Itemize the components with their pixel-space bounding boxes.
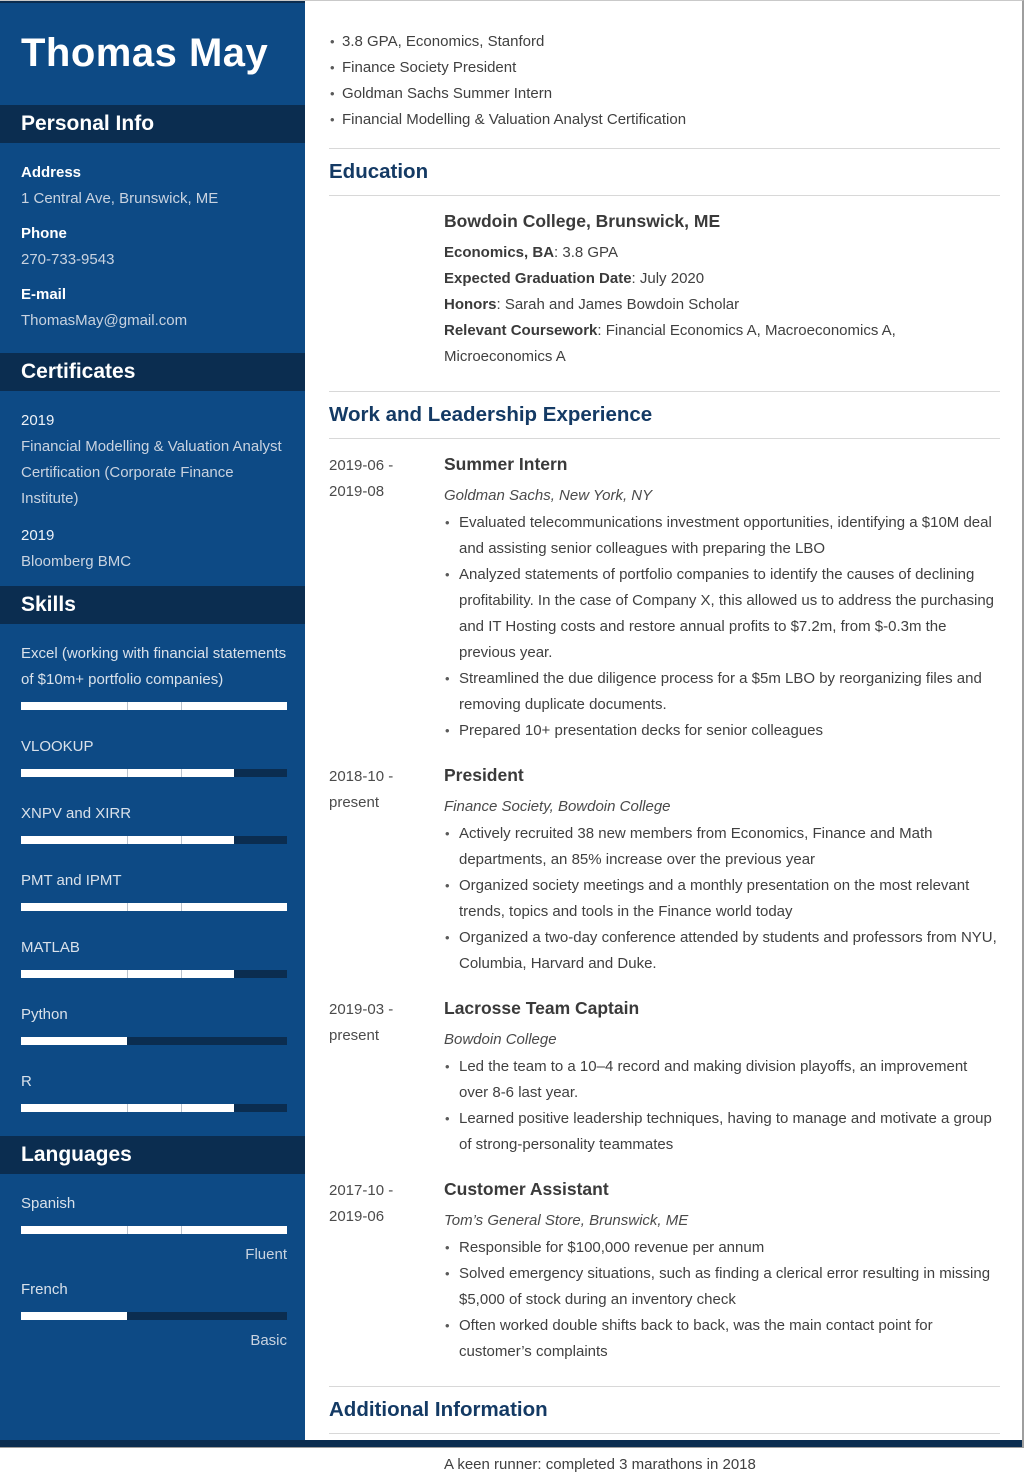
additional-dates [329,1448,444,1478]
experience-dates: 2019-03 - present [329,1001,394,1044]
divider [329,1386,1000,1387]
address-value: 1 Central Ave, Brunswick, ME [21,190,219,207]
certificate-year: 2019 [21,527,55,544]
skill-name: VLOOKUP [21,738,94,755]
education-detail: Honors: Sarah and James Bowdoin Scholar [444,296,740,313]
skill-level-bar [21,903,287,911]
personal-info-title: Personal Info [21,112,155,135]
skill-level-bar [21,1037,287,1045]
personal-info-content [0,143,305,334]
experience-dates: 2019-06 - 2019-08 [329,457,394,500]
personal-info-section-header [0,105,305,143]
skills-title: Skills [21,593,76,616]
skill-item [21,734,287,777]
sidebar [0,1,305,1447]
additional-text: A keen runner: completed 3 marathons in 2018 [444,1456,756,1473]
company-name: Bowdoin College [444,1031,557,1048]
skill-level-bar [21,702,287,710]
languages-section-header [0,1136,305,1174]
languages-title: Languages [21,1143,132,1166]
skill-name: PMT and IPMT [21,872,122,889]
additional-entry [329,1448,1000,1478]
language-level-bar [21,1312,287,1320]
experience-bullet: • Actively recruited 38 new members from Economics, Finance and Math departments, an 85% increase over the previous year [444,821,1000,873]
experience-dates: 2018-10 - present [329,768,394,811]
address-label: Address [21,164,82,181]
company-name: Goldman Sachs, New York, NY [444,487,653,504]
experience-entry [329,1178,1000,1371]
skill-level-bar [21,836,287,844]
experience-bullet: • Solved emergency situations, such as finding a clerical error resulting in missing $5,000 of stock during an inventory check [444,1261,1000,1313]
experience-dates: 2017-10 - 2019-06 [329,1182,394,1225]
skills-section-header [0,586,305,624]
divider [329,391,1000,392]
summary-bullet: • Goldman Sachs Summer Intern [329,81,1000,107]
education-heading: Education [329,160,429,183]
skill-item [21,868,287,911]
experience-bullet: • Led the team to a 10–4 record and making division playoffs, an improvement over 8-6 last year. [444,1054,1000,1106]
experience-bullet: • Prepared 10+ presentation decks for senior colleagues [444,718,1000,744]
language-name: Spanish [21,1195,76,1212]
certificates-title: Certificates [21,360,136,383]
divider [329,1433,1000,1434]
skill-name: MATLAB [21,939,80,956]
skill-name: XNPV and XIRR [21,805,132,822]
address-field [21,160,287,212]
experience-bullet: • Analyzed statements of portfolio companies to identify the causes of declining profitability. In the case of Company X, this allowed us to address the purchasing and IT Hosting costs and restore annual profits to $7.2m, from $-0.3m the previous year. [444,562,1000,666]
language-level-label: Basic [250,1332,287,1349]
skill-name: Excel (working with financial statements of $10m+ portfolio companies) [21,645,287,688]
job-title: Lacrosse Team Captain [444,998,640,1018]
phone-label: Phone [21,225,67,242]
certificates-section-header [0,353,305,391]
experience-bullet: • Responsible for $100,000 revenue per annum [444,1235,1000,1261]
language-item [21,1277,287,1354]
certificate-item [21,408,287,512]
job-title: President [444,765,524,785]
skill-item [21,935,287,978]
education-section-header [329,148,1000,196]
school-name: Bowdoin College, Brunswick, ME [444,211,721,231]
experience-bullet: • Often worked double shifts back to back, was the main contact point for customer’s complaints [444,1313,1000,1365]
main-column [305,1,1022,1478]
language-name: French [21,1281,68,1298]
company-name: Tom’s General Store, Brunswick, ME [444,1212,689,1229]
skill-level-bar [21,1104,287,1112]
language-level-label: Fluent [245,1246,287,1263]
summary-section [329,29,1000,133]
certificate-name: Financial Modelling & Valuation Analyst Certification (Corporate Finance Institute) [21,438,282,507]
certificate-item [21,523,287,575]
education-dates [329,210,444,376]
divider [329,438,1000,439]
experience-bullet: • Streamlined the due diligence process for a $5m LBO by reorganizing files and removing duplicate documents. [444,666,1000,718]
skill-level-bar [21,970,287,978]
additional-heading: Additional Information [329,1398,548,1421]
email-label: E-mail [21,286,67,303]
skill-item [21,641,287,710]
additional-section-header [329,1386,1000,1434]
skill-item [21,1002,287,1045]
email-field [21,282,287,334]
education-entry [329,210,1000,376]
person-name: Thomas May [21,31,269,75]
languages-content [0,1174,305,1354]
skill-name: R [21,1073,32,1090]
phone-field [21,221,287,273]
experience-section-header [329,391,1000,439]
phone-value: 270-733-9543 [21,251,115,268]
experience-bullet: • Learned positive leadership techniques, having to manage and motivate a group of strong-personality teammates [444,1106,1000,1158]
summary-bullet: • 3.8 GPA, Economics, Stanford [329,29,1000,55]
skill-item [21,1069,287,1112]
summary-bullet: • Finance Society President [329,55,1000,81]
skill-name: Python [21,1006,68,1023]
company-name: Finance Society, Bowdoin College [444,798,671,815]
job-title: Summer Intern [444,454,568,474]
page-bottom-strip [0,1440,1022,1447]
skill-level-bar [21,769,287,777]
language-level-bar [21,1226,287,1234]
certificate-year: 2019 [21,412,55,429]
divider [329,148,1000,149]
experience-entry [329,997,1000,1164]
certificates-content [0,391,305,575]
experience-bullet: • Organized a two-day conference attended by students and professors from NYU, Columbia, Harvard and Duke. [444,925,1000,977]
job-title: Customer Assistant [444,1179,609,1199]
experience-heading: Work and Leadership Experience [329,403,653,426]
skill-item [21,801,287,844]
experience-bullet: • Evaluated telecommunications investment opportunities, identifying a $10M deal and assisting senior colleagues with preparing the LBO [444,510,1000,562]
language-item [21,1191,287,1268]
certificate-name: Bloomberg BMC [21,553,132,570]
skills-content [0,624,305,1112]
divider [329,195,1000,196]
education-detail: Economics, BA: 3.8 GPA [444,244,618,261]
experience-entry [329,764,1000,983]
email-value: ThomasMay@gmail.com [21,312,188,329]
summary-bullet: • Financial Modelling & Valuation Analyst Certification [329,107,1000,133]
education-detail: Relevant Coursework: Financial Economics A, Macroeconomics A, Microeconomics A [444,322,896,365]
experience-bullet: • Organized society meetings and a monthly presentation on the most relevant trends, topics and tools in the Finance world today [444,873,1000,925]
experience-entry [329,453,1000,750]
education-detail: Expected Graduation Date: July 2020 [444,270,705,287]
